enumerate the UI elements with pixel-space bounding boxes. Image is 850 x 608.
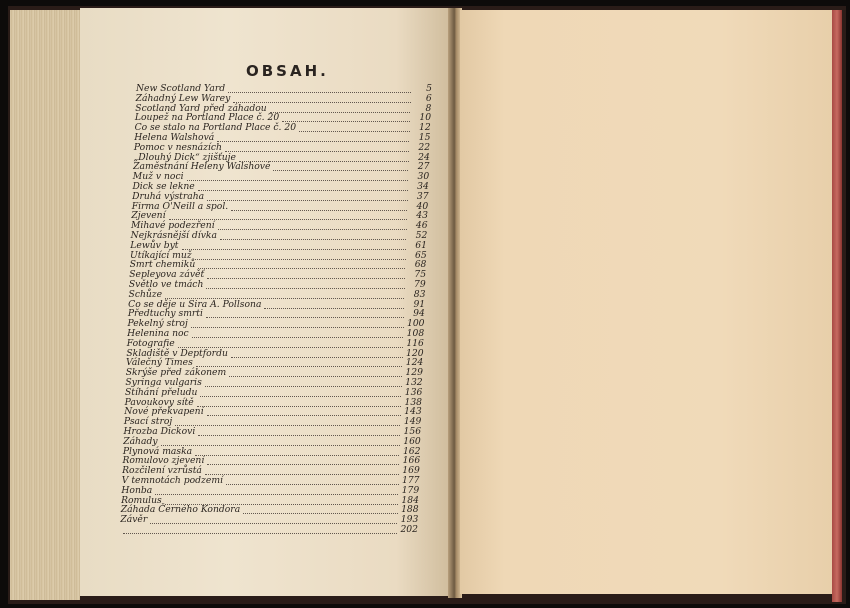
dot-leader <box>207 409 401 416</box>
toc-entry-title: Pavoukovy sítě <box>124 396 194 408</box>
dot-leader <box>198 262 405 269</box>
toc-entry-page: 91 <box>413 298 426 310</box>
toc-entry-page: 68 <box>414 259 427 271</box>
toc-entry-page: 15 <box>418 132 431 143</box>
toc-entry-page: 10 <box>419 112 432 124</box>
dot-leader <box>195 253 406 260</box>
toc-entry-title: Smrt chemiků <box>129 259 196 271</box>
toc-entry-title: Romulovo zjevení <box>122 455 205 467</box>
toc-entry <box>120 515 418 525</box>
dot-leader <box>191 321 404 328</box>
dot-leader <box>198 429 400 436</box>
toc-entry-page: 5 <box>426 83 432 94</box>
toc-entry-title: Skladiště v Deptfordu <box>126 347 228 359</box>
toc-entry-page: 43 <box>416 210 428 222</box>
dot-leader <box>273 164 408 171</box>
toc-entry-page: 124 <box>405 357 424 369</box>
toc-entry-page: 179 <box>401 484 420 496</box>
toc-entry-title: Zaměstnání Heleny Walshové <box>133 161 271 173</box>
toc-entry-title: V temnotách podzemí <box>121 475 223 486</box>
toc-entry-title: Závěr <box>120 514 148 526</box>
toc-entry-title: Nové překvapení <box>124 406 204 418</box>
toc-entry-page: 162 <box>402 445 421 457</box>
toc-entry-page: 149 <box>403 416 422 428</box>
toc-entry-page: 52 <box>415 230 428 241</box>
dot-leader <box>123 527 397 534</box>
toc-entry-title: Zjevení <box>131 210 166 222</box>
toc-entry <box>122 476 420 486</box>
toc-entry-page: 116 <box>406 337 424 349</box>
toc-entry-title: Syringa vulgaris <box>125 377 202 388</box>
toc-entry-page: 138 <box>404 396 423 408</box>
toc-entry-title: Co se děje u Sira A. Pollsona <box>128 298 262 310</box>
dot-leader <box>155 488 398 495</box>
toc-entry-title: Honba <box>121 484 153 496</box>
dot-leader <box>220 233 406 240</box>
dot-leader <box>282 115 410 122</box>
dot-leader <box>231 204 407 211</box>
toc-entry <box>121 505 419 515</box>
dot-leader <box>195 449 399 456</box>
toc-entry-title: Loupež na Portland Place č. 20 <box>134 112 280 124</box>
dot-leader <box>225 145 409 152</box>
toc-entry-page: 12 <box>419 122 431 134</box>
dot-leader <box>270 106 411 113</box>
toc-entry-title: Válečný Times <box>126 357 193 369</box>
dot-leader <box>200 390 401 397</box>
dot-leader <box>197 400 401 407</box>
toc-entry-title: Romulus <box>121 494 162 506</box>
toc-entry-title: Muž v noci <box>132 171 184 183</box>
toc-entry-title: Schůze <box>128 288 163 300</box>
dot-leader <box>182 243 407 250</box>
dot-leader <box>231 351 403 358</box>
toc-entry-page: 6 <box>425 92 432 104</box>
toc-entry <box>129 280 426 290</box>
toc-entry-page: 79 <box>414 279 426 290</box>
toc-entry-page: 143 <box>404 406 422 418</box>
dot-leader <box>228 86 411 93</box>
dot-leader <box>198 184 408 191</box>
dot-leader <box>150 517 397 524</box>
dot-leader <box>207 272 405 279</box>
dot-leader <box>205 380 402 387</box>
dot-leader <box>233 96 410 103</box>
toc-entry-page: 40 <box>416 200 429 212</box>
toc-entry-title: Skrýše před zákonem <box>125 367 227 379</box>
toc-entry-page: 37 <box>416 190 429 202</box>
dot-leader <box>299 125 410 132</box>
toc-entry-title: Rozčilení vzrůstá <box>122 465 202 477</box>
toc-entry-page: 156 <box>403 426 422 437</box>
toc-entry-page: 188 <box>401 504 419 516</box>
toc-entry-title: Pomoc v nesnázích <box>133 141 222 153</box>
toc-entry-page: 132 <box>405 377 423 388</box>
toc-entry-title: Nejkrásnější dívka <box>130 230 217 241</box>
toc-entry <box>120 525 418 535</box>
toc-entry-page: 46 <box>415 220 428 232</box>
toc-entry-title: Helena Walshová <box>134 132 215 143</box>
toc-entry-page: 120 <box>406 347 424 359</box>
toc-entry-page: 136 <box>404 386 423 398</box>
dot-leader <box>264 302 404 309</box>
toc-entry-page: 100 <box>406 318 425 330</box>
dot-leader <box>218 223 407 230</box>
toc-entry-title: Scotland Yard před záhadou <box>135 102 267 114</box>
dot-leader <box>161 439 400 446</box>
dot-leader <box>187 174 409 181</box>
toc-entry-page: 75 <box>414 269 427 281</box>
dot-leader <box>207 194 407 201</box>
toc-entry-title: Fotografie <box>126 337 175 349</box>
toc-entry-page: 61 <box>415 239 427 251</box>
toc-entry <box>124 427 422 437</box>
toc-entry-page: 94 <box>413 308 425 320</box>
toc-entry-title: Pekelný stroj <box>127 318 188 330</box>
dot-leader <box>226 478 399 485</box>
dot-leader <box>205 468 399 475</box>
toc-entry-title: Helenina noc <box>127 328 189 339</box>
toc-entry-title: Co se stalo na Portland Place č. 20 <box>134 122 297 134</box>
toc-entry-title: Firma O'Neill a spol. <box>131 200 229 212</box>
toc-entry-page: 129 <box>405 367 423 379</box>
toc-entry-title: Sepleyova závěť <box>129 269 205 281</box>
toc-entry-page: 166 <box>402 455 421 467</box>
dot-leader <box>206 311 404 318</box>
toc-entry-title: Předtuchy smrti <box>127 308 203 320</box>
toc-entry-page: 8 <box>425 102 432 114</box>
toc-entry-page: 160 <box>403 435 421 447</box>
toc-entry-title: Dick se lekne <box>132 181 195 192</box>
toc-entry-page: 108 <box>406 328 425 339</box>
toc-entry-title: Stíhání přeludu <box>124 386 198 398</box>
toc-entry-title: Hrozba Dickovi <box>123 426 196 437</box>
toc-entry <box>132 202 429 212</box>
dot-leader <box>165 292 404 299</box>
toc-entry-page: 202 <box>400 524 418 535</box>
dot-leader <box>196 360 402 367</box>
toc-entry-title: Druhá výstraha <box>132 190 205 202</box>
dot-leader <box>175 419 400 426</box>
toc-entry-title: Záhady <box>123 435 158 447</box>
toc-entry-title: Záhadný Lew Warey <box>135 92 231 104</box>
toc-entry-title: Mihavé podezření <box>131 220 215 232</box>
dot-leader <box>243 507 397 514</box>
toc-entry-page: 65 <box>415 249 427 261</box>
dot-leader <box>192 331 404 338</box>
toc-entry-title: New Scotland Yard <box>136 83 226 94</box>
toc-entry-title: Záhada Černého Kondora <box>120 504 241 516</box>
toc-entry-title: Psací stroj <box>123 416 173 428</box>
toc-entry-page: 177 <box>401 475 420 486</box>
toc-entry <box>121 486 419 496</box>
toc-entry-page: 184 <box>401 494 419 506</box>
toc-entry-page: 22 <box>418 141 431 153</box>
toc-entry-title: Plynová maska <box>122 445 193 457</box>
toc-entry-page: 193 <box>400 514 419 526</box>
toc-entry-title: Utíkající muž <box>129 249 192 261</box>
toc-entry-page: 30 <box>417 171 430 183</box>
toc-entry-page: 83 <box>413 288 426 300</box>
toc-entry-title: „Dlouhý Dick“ zjišťuje <box>133 151 236 163</box>
toc-entry-page: 169 <box>402 465 420 477</box>
dot-leader <box>207 458 399 465</box>
page-title: OBSAH. <box>246 62 329 80</box>
toc-entry-page: 24 <box>418 151 430 163</box>
dot-leader <box>217 135 409 142</box>
toc-entry-title: Světlo ve tmách <box>128 279 204 290</box>
toc-entry-page: 34 <box>417 181 429 192</box>
dot-leader <box>178 341 403 348</box>
toc-entry-title: Lewův byt <box>130 239 179 251</box>
dot-leader <box>229 370 402 377</box>
toc-entry-page: 27 <box>417 161 430 173</box>
dot-leader <box>206 282 404 289</box>
